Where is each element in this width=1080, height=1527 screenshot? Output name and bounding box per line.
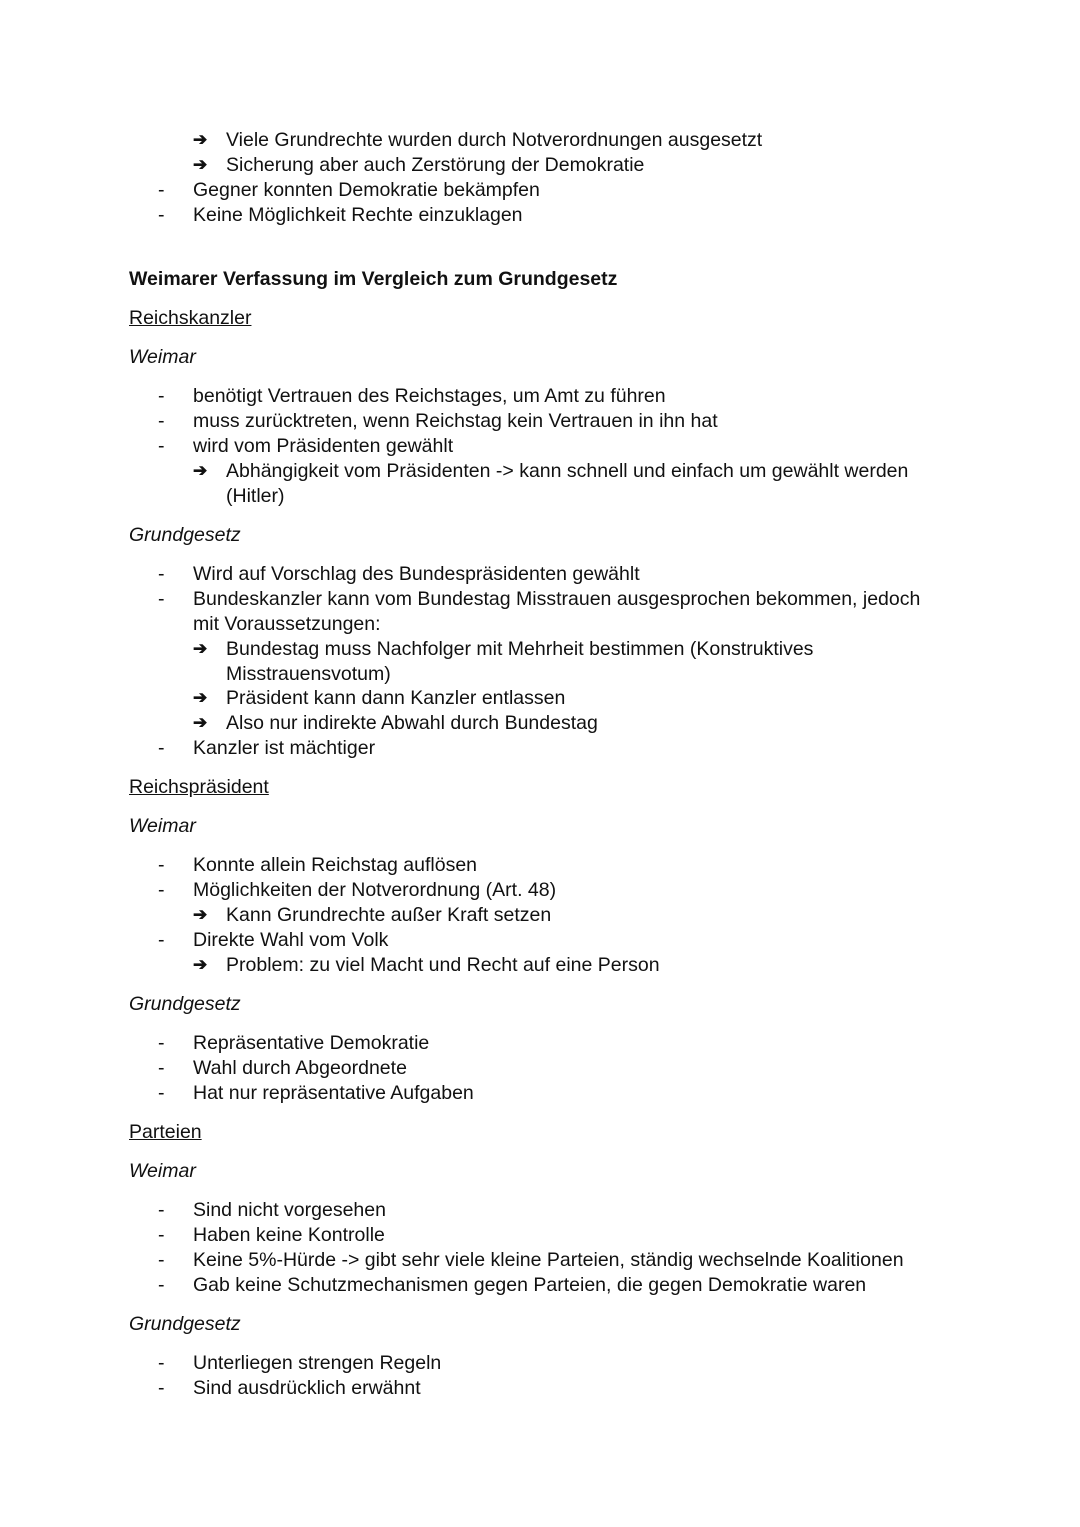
list-item: muss zurücktreten, wenn Reichstag kein Vertrauen in ihn hat: [193, 410, 718, 432]
list-item: Keine 5%-Hürde -> gibt sehr viele kleine Parteien, ständig wechselnde Koalitionen: [193, 1249, 904, 1271]
list-item: Direkte Wahl vom Volk: [193, 929, 389, 951]
dash-bullet: -: [158, 563, 165, 585]
arrow-right-icon: ➔: [193, 155, 208, 174]
dash-bullet: -: [158, 737, 165, 759]
subheading-grundgesetz: Grundgesetz: [129, 1313, 241, 1335]
dash-bullet: -: [158, 179, 165, 201]
dash-bullet: -: [158, 854, 165, 876]
dash-bullet: -: [158, 1057, 165, 1079]
list-item: Möglichkeiten der Notverordnung (Art. 48): [193, 879, 557, 901]
dash-bullet: -: [158, 1377, 165, 1399]
list-item: Bundeskanzler kann vom Bundestag Misstrauen ausgesprochen bekommen, jedoch: [193, 588, 921, 610]
arrow-right-icon: ➔: [193, 130, 208, 149]
list-item: Keine Möglichkeit Rechte einzuklagen: [193, 204, 523, 226]
list-item: Konnte allein Reichstag auflösen: [193, 854, 478, 876]
arrow-item: Abhängigkeit vom Präsidenten -> kann schnell und einfach um gewählt werden: [226, 460, 909, 482]
list-item: Gegner konnten Demokratie bekämpfen: [193, 179, 540, 201]
list-item-continuation: mit Voraussetzungen:: [193, 613, 381, 635]
dash-bullet: -: [158, 1352, 165, 1374]
dash-bullet: -: [158, 410, 165, 432]
section-heading-reichskanzler: Reichskanzler: [129, 307, 252, 329]
list-item: Sind nicht vorgesehen: [193, 1199, 386, 1221]
dash-bullet: -: [158, 1032, 165, 1054]
arrow-right-icon: ➔: [193, 955, 208, 974]
list-item: Wahl durch Abgeordnete: [193, 1057, 407, 1079]
list-item: Gab keine Schutzmechanismen gegen Parteien, die gegen Demokratie waren: [193, 1274, 867, 1296]
dash-bullet: -: [158, 385, 165, 407]
list-item: Unterliegen strengen Regeln: [193, 1352, 442, 1374]
dash-bullet: -: [158, 879, 165, 901]
page-title: Weimarer Verfassung im Vergleich zum Grundgesetz: [129, 268, 618, 290]
arrow-item-continuation: Misstrauensvotum): [226, 663, 391, 685]
dash-bullet: -: [158, 1224, 165, 1246]
list-item: Repräsentative Demokratie: [193, 1032, 430, 1054]
section-heading-parteien: Parteien: [129, 1121, 202, 1143]
dash-bullet: -: [158, 1082, 165, 1104]
subheading-weimar: Weimar: [129, 346, 196, 368]
list-item: benötigt Vertrauen des Reichstages, um Amt zu führen: [193, 385, 666, 407]
arrow-right-icon: ➔: [193, 461, 208, 480]
list-item: Hat nur repräsentative Aufgaben: [193, 1082, 474, 1104]
dash-bullet: -: [158, 435, 165, 457]
arrow-item: Viele Grundrechte wurden durch Notverordnungen ausgesetzt: [226, 129, 763, 151]
arrow-item: Also nur indirekte Abwahl durch Bundestag: [226, 712, 598, 734]
arrow-right-icon: ➔: [193, 688, 208, 707]
arrow-right-icon: ➔: [193, 905, 208, 924]
list-item: wird vom Präsidenten gewählt: [193, 435, 454, 457]
subheading-grundgesetz: Grundgesetz: [129, 524, 241, 546]
arrow-item: Bundestag muss Nachfolger mit Mehrheit bestimmen (Konstruktives: [226, 638, 814, 660]
list-item: Kanzler ist mächtiger: [193, 737, 376, 759]
subheading-grundgesetz: Grundgesetz: [129, 993, 241, 1015]
dash-bullet: -: [158, 1274, 165, 1296]
list-item: Haben keine Kontrolle: [193, 1224, 385, 1246]
list-item: Wird auf Vorschlag des Bundespräsidenten gewählt: [193, 563, 640, 585]
subheading-weimar: Weimar: [129, 815, 196, 837]
arrow-item: Sicherung aber auch Zerstörung der Demokratie: [226, 154, 645, 176]
dash-bullet: -: [158, 588, 165, 610]
arrow-right-icon: ➔: [193, 713, 208, 732]
list-item: Sind ausdrücklich erwähnt: [193, 1377, 421, 1399]
dash-bullet: -: [158, 204, 165, 226]
dash-bullet: -: [158, 929, 165, 951]
arrow-item-continuation: (Hitler): [226, 485, 285, 507]
dash-bullet: -: [158, 1199, 165, 1221]
section-heading-reichspraesident: Reichspräsident: [129, 776, 269, 798]
arrow-item: Problem: zu viel Macht und Recht auf eine Person: [226, 954, 660, 976]
arrow-item: Kann Grundrechte außer Kraft setzen: [226, 904, 552, 926]
arrow-right-icon: ➔: [193, 639, 208, 658]
subheading-weimar: Weimar: [129, 1160, 196, 1182]
dash-bullet: -: [158, 1249, 165, 1271]
arrow-item: Präsident kann dann Kanzler entlassen: [226, 687, 566, 709]
